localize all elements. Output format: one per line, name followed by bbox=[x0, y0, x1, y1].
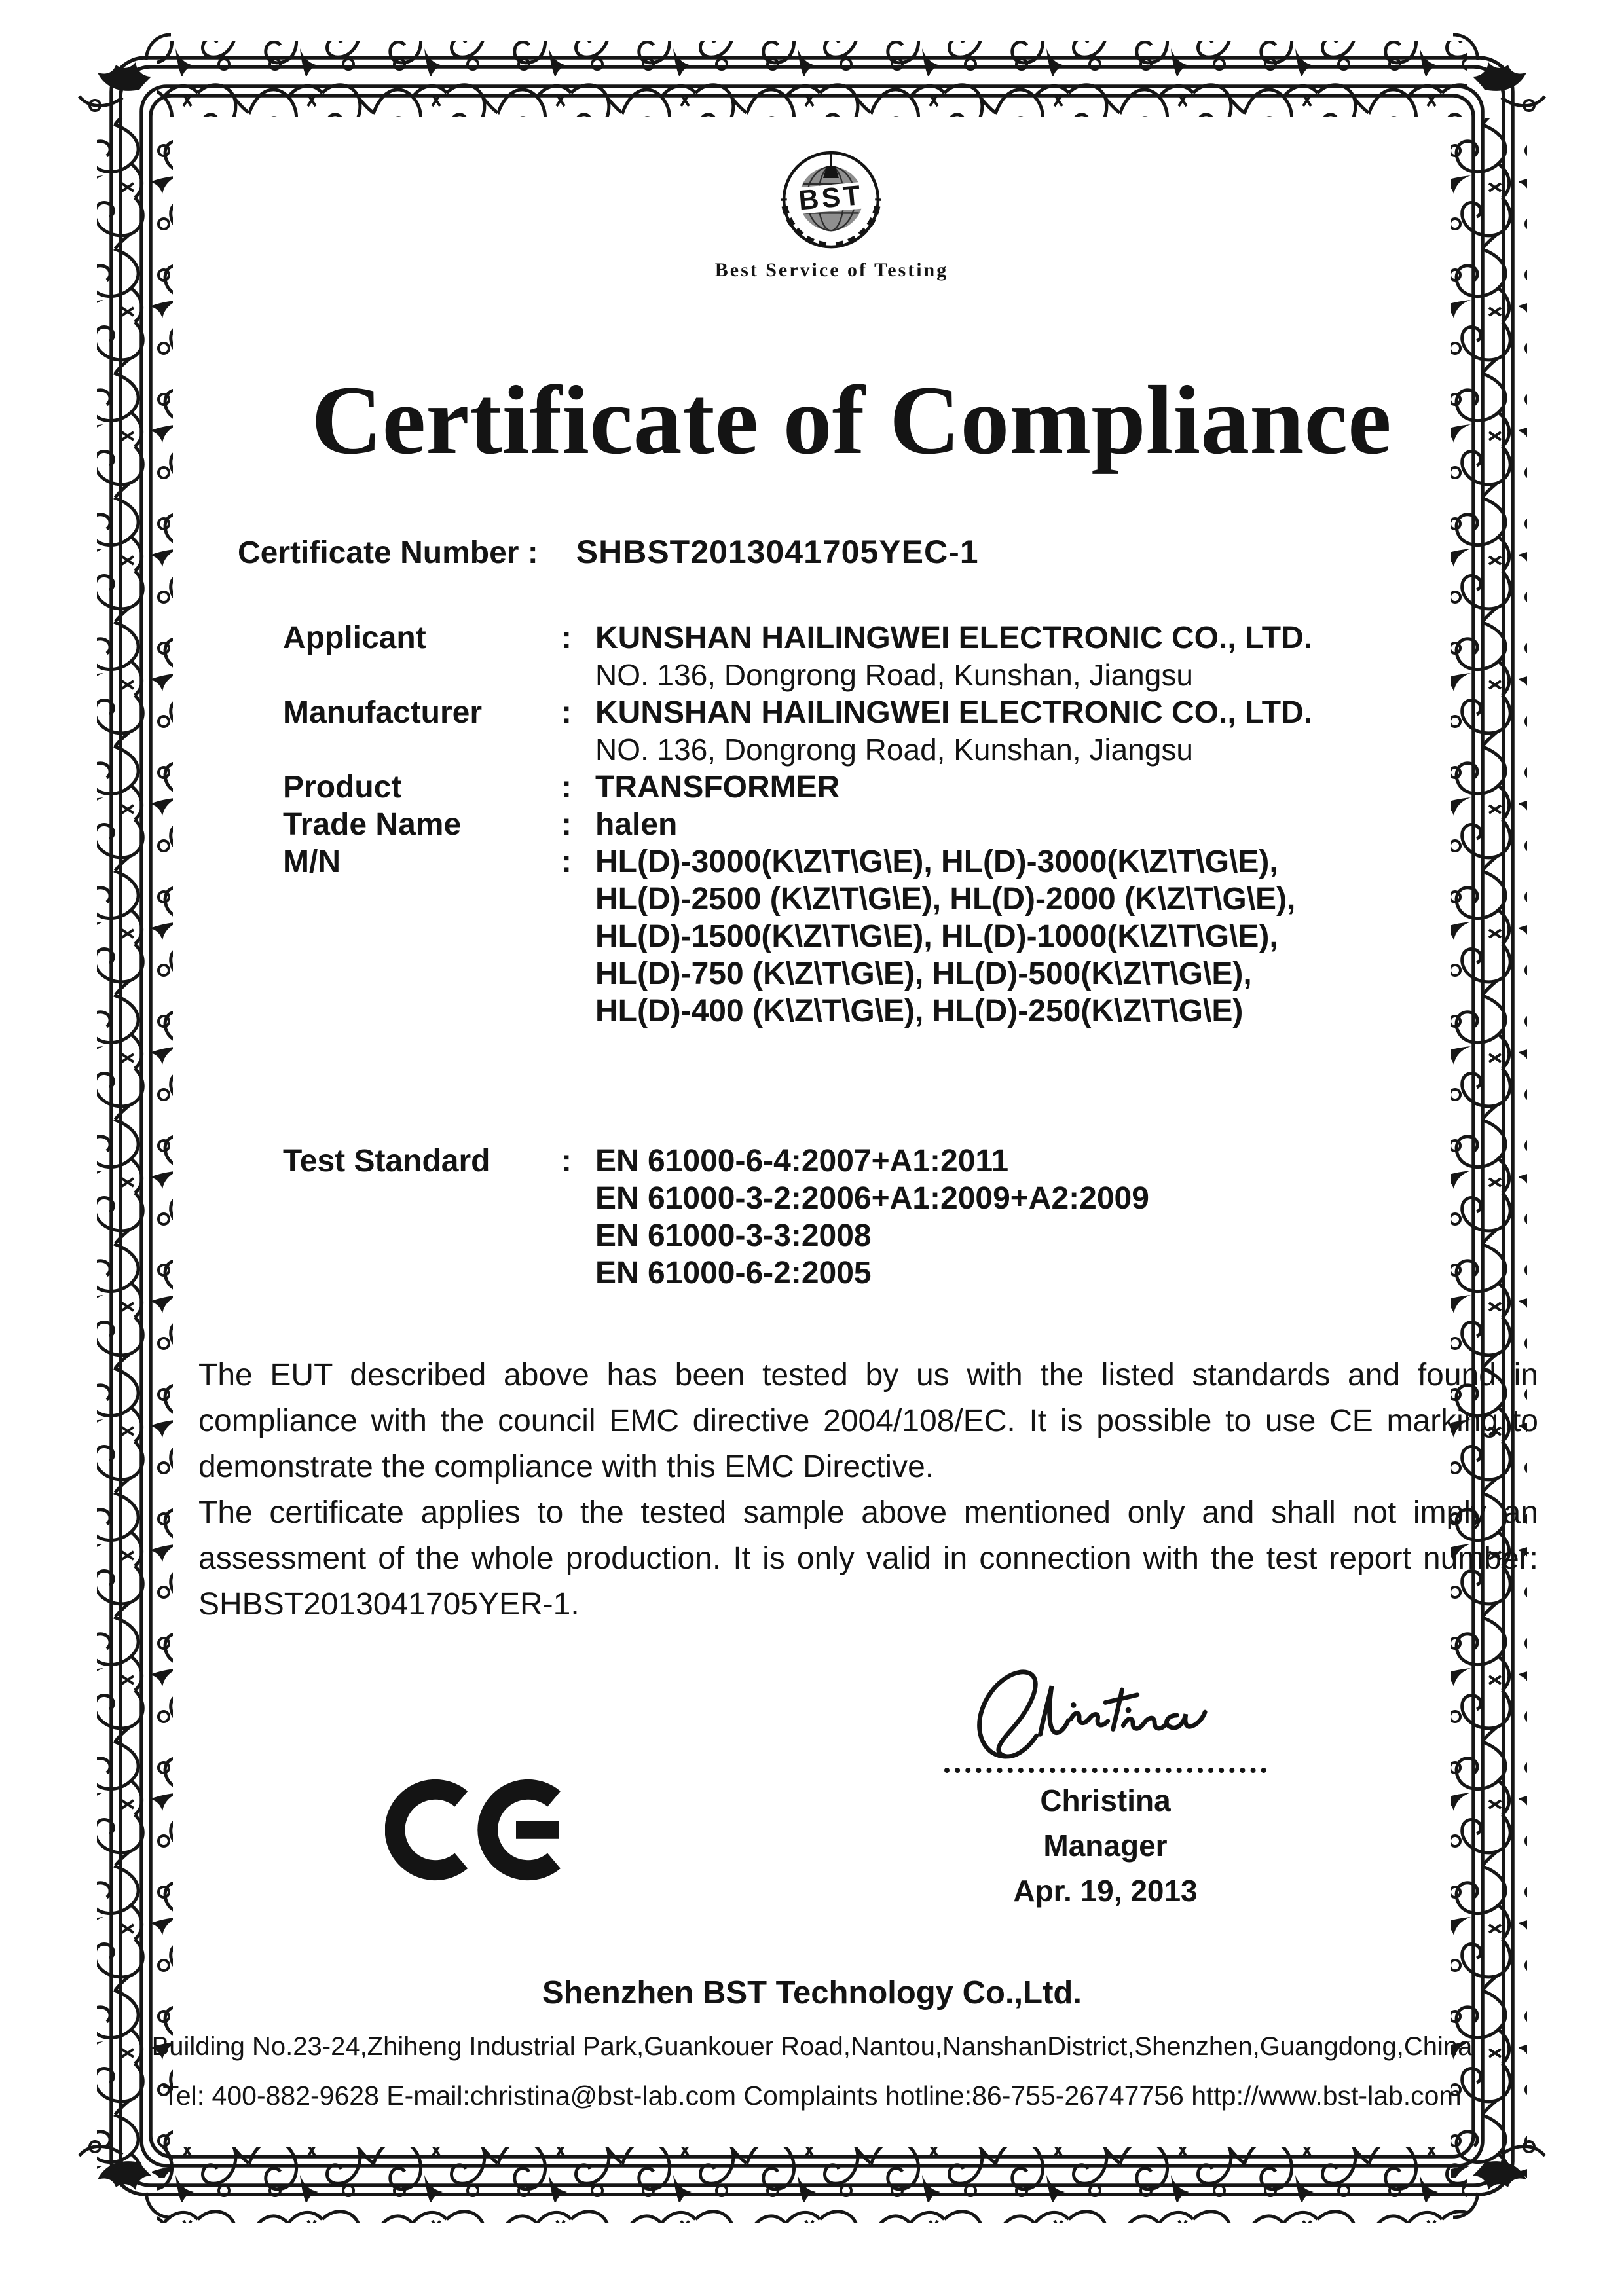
issuer-contact: Tel: 400-882-9628 E-mail:christina@bst-lab.com Complaints hotline:86-755-26747756 http://www.bst-lab.com bbox=[162, 2081, 1462, 2111]
statement-paragraph-1: The EUT described above has been tested by us with the listed standards and found in compliance with the council EMC directive 2004/108/EC. It is possible to use CE marking to demonstrate the compliance with this EMC Directive. bbox=[198, 1358, 1538, 1484]
signature-dotted-line bbox=[944, 1766, 1266, 1773]
certificate-number-row bbox=[238, 533, 979, 571]
field-row-test-standard bbox=[283, 1142, 1435, 1292]
bst-logo-text: BST bbox=[797, 179, 865, 216]
bst-logo bbox=[777, 147, 885, 255]
issuer-address: Building No.23-24,Zhiheng Industrial Park,Guankouer Road,Nantou,NanshanDistrict,Shenzhen,Guangdong,China bbox=[151, 2032, 1473, 2061]
field-row-applicant bbox=[283, 619, 1435, 694]
handwritten-signature bbox=[951, 1663, 1259, 1766]
ce-mark-icon bbox=[385, 1768, 581, 1892]
trade-name-colon: : bbox=[561, 807, 572, 842]
mn-label: M/N bbox=[283, 845, 341, 879]
product-label: Product bbox=[283, 770, 402, 805]
field-row-trade-name bbox=[283, 806, 1435, 843]
product-value: TRANSFORMER bbox=[595, 770, 840, 805]
manufacturer-label: Manufacturer bbox=[283, 695, 483, 730]
signer-name: Christina bbox=[1040, 1783, 1171, 1817]
signature-date: Apr. 19, 2013 bbox=[1013, 1874, 1198, 1908]
applicant-value: KUNSHAN HAILINGWEI ELECTRONIC CO., LTD. NO. 136, Dongrong Road, Kunshan, Jiangsu bbox=[595, 621, 1313, 692]
manufacturer-value: KUNSHAN HAILINGWEI ELECTRONIC CO., LTD. NO. 136, Dongrong Road, Kunshan, Jiangsu bbox=[595, 695, 1313, 767]
certificate-number-label: Certificate Number : bbox=[238, 536, 538, 570]
certificate-fields bbox=[283, 619, 1435, 1292]
test-standard-value: EN 61000-6-4:2007+A1:2011 EN 61000-3-2:2006+A1:2009+A2:2009 EN 61000-3-3:2008 EN 61000-6-2:2005 bbox=[595, 1144, 1149, 1290]
certificate-number-value: SHBST2013041705YEC-1 bbox=[576, 534, 979, 570]
trade-name-label: Trade Name bbox=[283, 807, 462, 842]
field-row-product bbox=[283, 769, 1435, 806]
mn-colon: : bbox=[561, 845, 572, 879]
test-standard-colon: : bbox=[561, 1144, 572, 1178]
field-row-manufacturer bbox=[283, 694, 1435, 769]
logo-tagline: Best Service of Testing bbox=[714, 259, 949, 281]
statement-paragraph-2: The certificate applies to the tested sample above mentioned only and shall not imply an assessment of the whole production. It is only valid in connection with the test report number: SHBST2013041705YER-1. bbox=[198, 1495, 1538, 1622]
signer-role: Manager bbox=[1043, 1829, 1168, 1863]
bst-logo-emblem bbox=[777, 147, 885, 255]
field-row-mn bbox=[283, 843, 1435, 1030]
product-colon: : bbox=[561, 770, 572, 805]
page-title: Certificate of Compliance bbox=[311, 366, 1392, 475]
test-standard-label: Test Standard bbox=[283, 1144, 490, 1178]
signature-block bbox=[935, 1663, 1276, 1914]
applicant-label: Applicant bbox=[283, 621, 426, 655]
applicant-colon: : bbox=[561, 621, 572, 655]
trade-name-value: halen bbox=[595, 807, 678, 842]
statement-text bbox=[198, 1353, 1538, 1628]
issuer-company: Shenzhen BST Technology Co.,Ltd. bbox=[542, 1975, 1082, 2011]
manufacturer-colon: : bbox=[561, 695, 572, 730]
mn-value: HL(D)-3000(K\Z\T\G\E), HL(D)-3000(K\Z\T\G\E), HL(D)-2500 (K\Z\T\G\E), HL(D)-2000 (K\Z\T\G\E), HL(D)-1500(K\Z\T\G\E), HL(D)-1000(K\Z\T\G\E), HL(D)-750 (K\Z\T\G\E), HL(D)-500(K\Z\T\G\E), HL(D)-400 (K\Z\T\G\E), HL(D)-250(K\Z\T\G\E) bbox=[595, 845, 1296, 1029]
ce-mark bbox=[385, 1768, 588, 1895]
